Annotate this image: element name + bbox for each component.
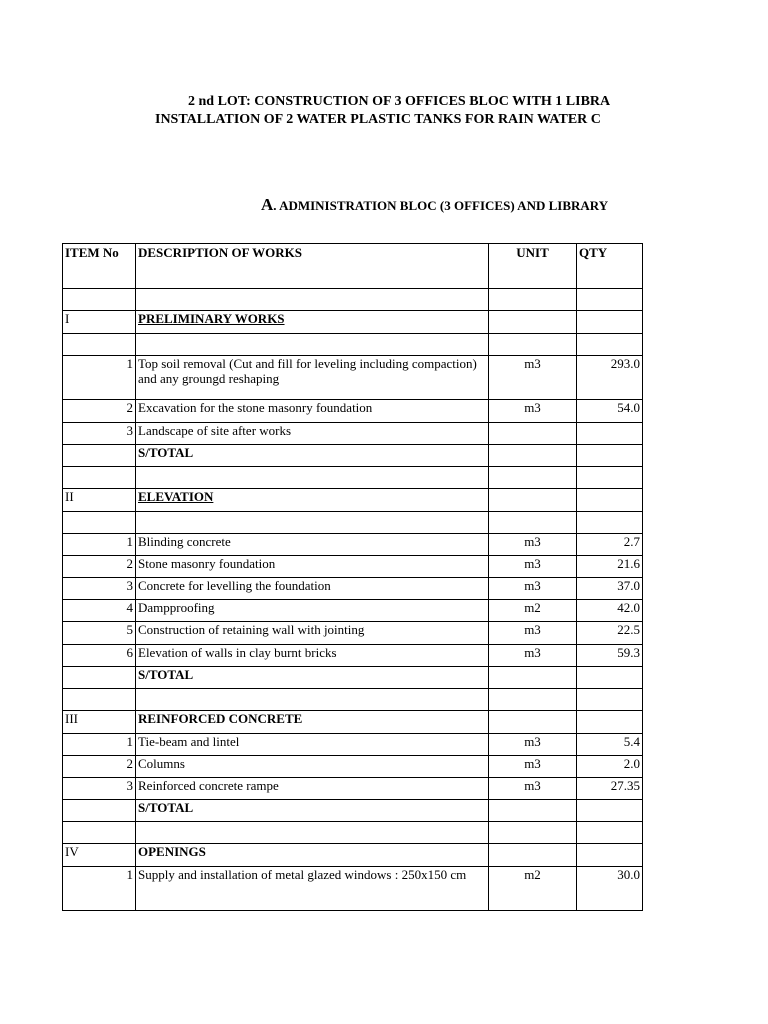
item-qty: 59.3 bbox=[577, 645, 643, 667]
item-unit: m2 bbox=[489, 867, 577, 911]
col-header-item-no: ITEM No bbox=[63, 244, 136, 289]
section-row bbox=[63, 489, 643, 512]
table-row bbox=[63, 423, 643, 445]
item-no: 6 bbox=[63, 645, 136, 667]
item-qty: 293.0 bbox=[577, 356, 643, 400]
section-code: III bbox=[63, 711, 136, 734]
item-description: Construction of retaining wall with jointing bbox=[136, 622, 489, 645]
table-row bbox=[63, 756, 643, 778]
section-row bbox=[63, 711, 643, 734]
subtotal-label: S/TOTAL bbox=[136, 800, 489, 822]
section-code: I bbox=[63, 311, 136, 334]
item-unit: m3 bbox=[489, 578, 577, 600]
section-row bbox=[63, 311, 643, 334]
spacer-row bbox=[63, 822, 643, 844]
table-row bbox=[63, 734, 643, 756]
item-qty: 27.35 bbox=[577, 778, 643, 800]
item-no: 3 bbox=[63, 578, 136, 600]
table-row bbox=[63, 356, 643, 400]
item-description: Excavation for the stone masonry foundation bbox=[136, 400, 489, 423]
item-qty bbox=[577, 423, 643, 445]
section-code: IV bbox=[63, 844, 136, 867]
table-row bbox=[63, 622, 643, 645]
item-qty: 5.4 bbox=[577, 734, 643, 756]
item-description: Reinforced concrete rampe bbox=[136, 778, 489, 800]
document-title-line-2: INSTALLATION OF 2 WATER PLASTIC TANKS FOR RAIN WATER C bbox=[155, 112, 601, 127]
item-description: Concrete for levelling the foundation bbox=[136, 578, 489, 600]
item-description: Stone masonry foundation bbox=[136, 556, 489, 578]
col-header-description: DESCRIPTION OF WORKS bbox=[136, 244, 489, 289]
item-no: 1 bbox=[63, 867, 136, 911]
item-description: Columns bbox=[136, 756, 489, 778]
item-no: 2 bbox=[63, 400, 136, 423]
item-qty: 2.0 bbox=[577, 756, 643, 778]
col-header-unit: UNIT bbox=[489, 244, 577, 289]
item-unit: m3 bbox=[489, 734, 577, 756]
table-row bbox=[63, 556, 643, 578]
item-no: 4 bbox=[63, 600, 136, 622]
item-unit: m3 bbox=[489, 778, 577, 800]
item-unit: m3 bbox=[489, 534, 577, 556]
table-row bbox=[63, 600, 643, 622]
item-no: 1 bbox=[63, 356, 136, 400]
item-description: Tie-beam and lintel bbox=[136, 734, 489, 756]
item-description: Top soil removal (Cut and fill for leveling including compaction) and any groungd reshaping bbox=[136, 356, 489, 400]
section-letter: A bbox=[261, 195, 274, 214]
item-no: 1 bbox=[63, 534, 136, 556]
item-qty: 42.0 bbox=[577, 600, 643, 622]
table-row bbox=[63, 645, 643, 667]
item-qty: 37.0 bbox=[577, 578, 643, 600]
item-no: 3 bbox=[63, 778, 136, 800]
col-header-qty: QTY bbox=[577, 244, 643, 289]
item-qty: 21.6 bbox=[577, 556, 643, 578]
subtotal-row bbox=[63, 445, 643, 467]
item-unit: m3 bbox=[489, 400, 577, 423]
item-no: 1 bbox=[63, 734, 136, 756]
table-row bbox=[63, 400, 643, 423]
item-description: Elevation of walls in clay burnt bricks bbox=[136, 645, 489, 667]
item-no: 2 bbox=[63, 556, 136, 578]
item-qty: 22.5 bbox=[577, 622, 643, 645]
item-unit: m3 bbox=[489, 556, 577, 578]
section-heading bbox=[261, 195, 608, 216]
table-row bbox=[63, 578, 643, 600]
subtotal-row bbox=[63, 800, 643, 822]
item-description: Blinding concrete bbox=[136, 534, 489, 556]
section-title: PRELIMINARY WORKS bbox=[136, 311, 489, 334]
spacer-row bbox=[63, 467, 643, 489]
item-unit bbox=[489, 423, 577, 445]
item-description: Supply and installation of metal glazed windows : 250x150 cm bbox=[136, 867, 489, 911]
item-unit: m2 bbox=[489, 600, 577, 622]
section-row bbox=[63, 844, 643, 867]
item-qty: 2.7 bbox=[577, 534, 643, 556]
spacer-row bbox=[63, 334, 643, 356]
item-no: 2 bbox=[63, 756, 136, 778]
section-heading-text: . ADMINISTRATION BLOC (3 OFFICES) AND LIBRARY bbox=[273, 198, 609, 213]
table-row bbox=[63, 778, 643, 800]
document-title-line-1: 2 nd LOT: CONSTRUCTION OF 3 OFFICES BLOC WITH 1 LIBRA bbox=[188, 94, 611, 109]
table-row bbox=[63, 867, 643, 911]
spacer-row bbox=[63, 289, 643, 311]
table-row bbox=[63, 534, 643, 556]
subtotal-label: S/TOTAL bbox=[136, 445, 489, 467]
subtotal-row bbox=[63, 667, 643, 689]
section-title: ELEVATION bbox=[136, 489, 489, 512]
subtotal-label: S/TOTAL bbox=[136, 667, 489, 689]
item-unit: m3 bbox=[489, 622, 577, 645]
spacer-row bbox=[63, 512, 643, 534]
item-qty: 54.0 bbox=[577, 400, 643, 423]
table-header-row bbox=[63, 244, 643, 289]
section-title: REINFORCED CONCRETE bbox=[136, 711, 489, 734]
item-no: 5 bbox=[63, 622, 136, 645]
item-no: 3 bbox=[63, 423, 136, 445]
item-qty: 30.0 bbox=[577, 867, 643, 911]
item-description: Dampproofing bbox=[136, 600, 489, 622]
spacer-row bbox=[63, 689, 643, 711]
item-unit: m3 bbox=[489, 356, 577, 400]
item-unit: m3 bbox=[489, 756, 577, 778]
item-unit: m3 bbox=[489, 645, 577, 667]
bill-of-quantities-table bbox=[62, 243, 643, 911]
section-title: OPENINGS bbox=[136, 844, 489, 867]
item-description: Landscape of site after works bbox=[136, 423, 489, 445]
section-code: II bbox=[63, 489, 136, 512]
